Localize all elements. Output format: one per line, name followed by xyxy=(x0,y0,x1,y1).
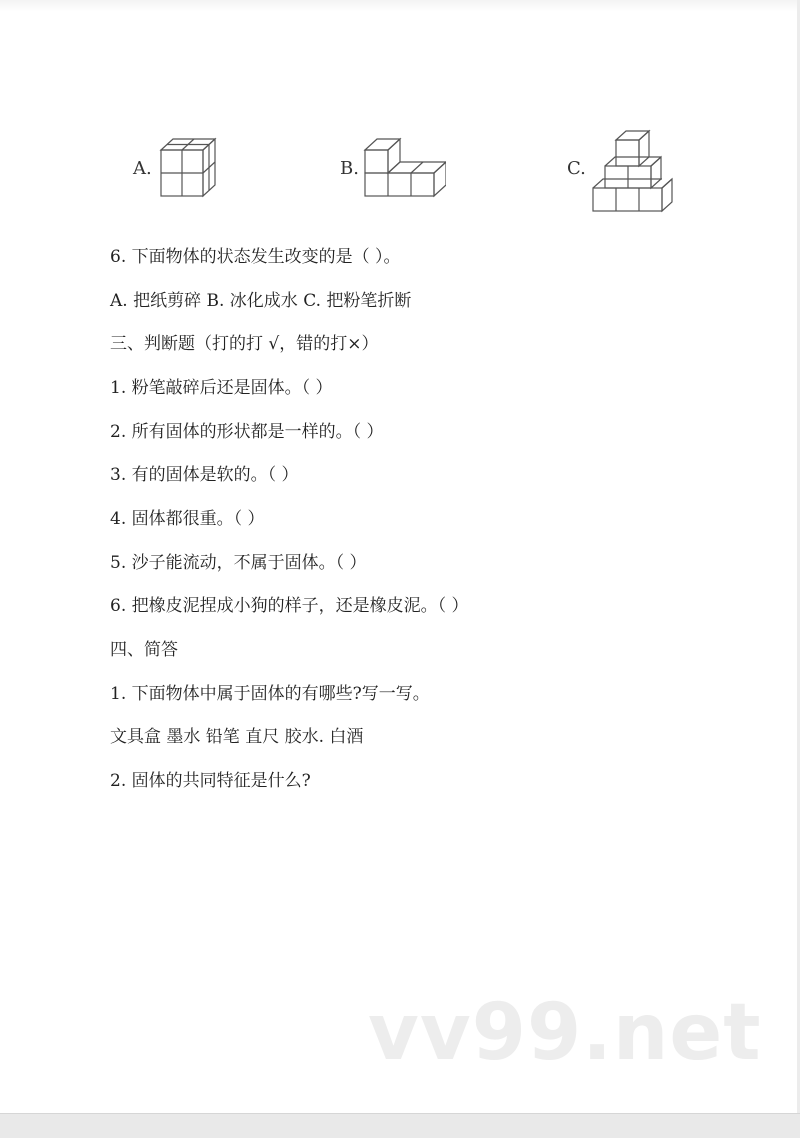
figure-c-label: C. xyxy=(567,158,586,179)
judge-item-1: 1. 粉笔敲碎后还是固体。（ ） xyxy=(110,378,333,398)
short-answer-1: 1. 下面物体中属于固体的有哪些?写一写。 xyxy=(110,684,430,704)
question-6-options: A. 把纸剪碎 B. 冰化成水 C. 把粉笔折断 xyxy=(110,291,412,311)
section-4-heading: 四、简答 xyxy=(110,640,178,660)
figure-b-label: B. xyxy=(340,158,359,179)
question-6: 6. 下面物体的状态发生改变的是（ ）。 xyxy=(110,247,401,267)
short-answer-2: 2. 固体的共同特征是什么? xyxy=(110,771,311,791)
section-3-heading: 三、判断题（打的打 √，错的打×） xyxy=(110,334,379,354)
figure-a-label: A. xyxy=(133,158,152,179)
judge-item-3: 3. 有的固体是软的。（ ） xyxy=(110,465,299,485)
judge-item-4: 4. 固体都很重。（ ） xyxy=(110,509,265,529)
page-top-edge xyxy=(0,0,800,12)
short-answer-1-items: 文具盒 墨水 铅笔 直尺 胶水. 白酒 xyxy=(110,727,364,747)
watermark: vv99.net xyxy=(368,988,762,1078)
page-bottom-edge xyxy=(0,1113,800,1138)
judge-item-5: 5. 沙子能流动，不属于固体。（ ） xyxy=(110,553,367,573)
judge-item-2: 2. 所有固体的形状都是一样的。（ ） xyxy=(110,422,384,442)
figure-b-cube-stack xyxy=(362,135,446,201)
judge-item-6: 6. 把橡皮泥捏成小狗的样子，还是橡皮泥。（ ） xyxy=(110,596,469,616)
figure-c-cube-stack xyxy=(590,124,676,214)
figure-a-cube-stack xyxy=(158,135,220,201)
